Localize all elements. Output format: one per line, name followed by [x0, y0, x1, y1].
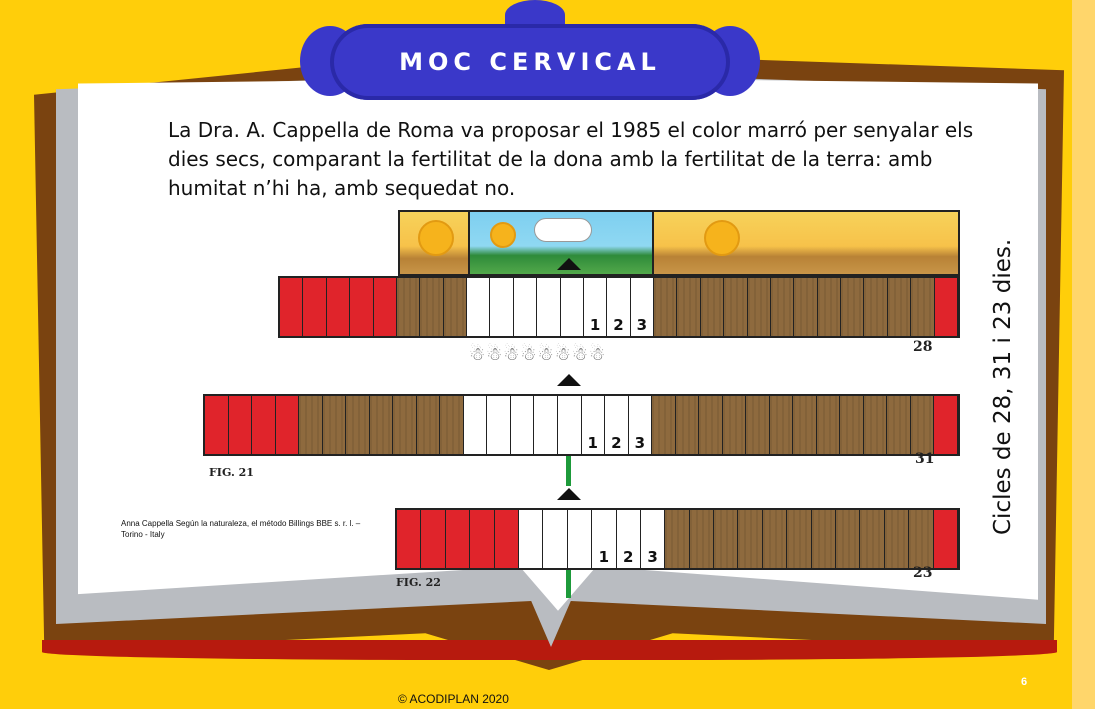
red-day-cell: [327, 278, 350, 336]
post-peak-day-number: 1: [598, 548, 610, 566]
brown-day-cell: [677, 278, 700, 336]
brown-day-cell: [911, 396, 935, 454]
post-peak-day-number: 2: [613, 316, 624, 334]
red-day-cell: [397, 510, 421, 568]
white-day-cell: [641, 510, 665, 568]
white-day-cell: [631, 278, 654, 336]
brown-day-cell: [397, 278, 420, 336]
cycle-bar-28: [278, 276, 960, 338]
brown-day-cell: [323, 396, 347, 454]
brown-day-cell: [299, 396, 323, 454]
white-day-cell: [511, 396, 535, 454]
brown-day-cell: [738, 510, 762, 568]
brown-day-cell: [444, 278, 467, 336]
red-day-cell: [280, 278, 303, 336]
brown-day-cell: [652, 396, 676, 454]
fig-22-label: FIG. 22: [396, 576, 441, 589]
brown-day-cell: [723, 396, 747, 454]
brown-day-cell: [724, 278, 747, 336]
brown-day-cell: [864, 278, 887, 336]
white-day-cell: [568, 510, 592, 568]
brown-day-cell: [860, 510, 884, 568]
white-day-cell: [584, 278, 607, 336]
brown-day-cell: [763, 510, 787, 568]
sun-icon: [418, 220, 454, 256]
peak-day-line: [566, 456, 571, 486]
cycle-bar-23: [395, 508, 960, 570]
white-day-cell: [629, 396, 653, 454]
peak-marker-icon: [557, 374, 581, 386]
cycles-side-caption: Cicles de 28, 31 i 23 dies.: [990, 238, 1016, 535]
post-peak-day-number: 2: [622, 548, 634, 566]
brown-day-cell: [417, 396, 441, 454]
brown-day-cell: [794, 278, 817, 336]
brown-day-cell: [888, 278, 911, 336]
peak-marker-icon: [557, 488, 581, 500]
red-day-cell: [421, 510, 445, 568]
post-peak-day-number: 1: [587, 434, 598, 452]
brown-day-cell: [787, 510, 811, 568]
intro-paragraph: La Dra. A. Cappella de Roma va proposar el 1985 el color marró per senyalar els dies secs, comparant la fertilitat de la dona amb la fertilitat de la terra: amb humitat n’hi ha, amb sequedat no.: [168, 118, 974, 200]
brown-day-cell: [840, 396, 864, 454]
cycle-length-label: 28: [913, 339, 933, 355]
red-day-cell: [252, 396, 276, 454]
red-day-cell: [446, 510, 470, 568]
copyright: © ACODIPLAN 2020: [398, 692, 509, 706]
white-day-cell: [464, 396, 488, 454]
peak-marker-icon: [557, 258, 581, 270]
dry-landscape-left: [398, 210, 470, 276]
white-day-cell: [607, 278, 630, 336]
brown-day-cell: [690, 510, 714, 568]
white-day-cell: [534, 396, 558, 454]
post-peak-day-number: 2: [611, 434, 622, 452]
brown-day-cell: [887, 396, 911, 454]
post-peak-day-number: 3: [634, 434, 646, 452]
brown-day-cell: [864, 396, 888, 454]
white-day-cell: [490, 278, 513, 336]
brown-day-cell: [836, 510, 860, 568]
brown-day-cell: [346, 396, 370, 454]
brown-day-cell: [440, 396, 464, 454]
white-day-cell: [543, 510, 567, 568]
brown-day-cell: [911, 278, 934, 336]
brown-day-cell: [746, 396, 770, 454]
fig-21-label: FIG. 21: [209, 466, 254, 479]
brown-day-cell: [370, 396, 394, 454]
cycle-bar-31: [203, 394, 960, 456]
sun-icon: [704, 220, 740, 256]
post-peak-day-number: 3: [636, 316, 648, 334]
brown-day-cell: [420, 278, 443, 336]
brown-day-cell: [793, 396, 817, 454]
brown-day-cell: [812, 510, 836, 568]
red-day-cell: [934, 396, 958, 454]
red-day-cell: [935, 278, 958, 336]
children-figures-icon: ☃☃☃☃☃☃☃☃: [469, 344, 607, 365]
brown-day-cell: [393, 396, 417, 454]
white-day-cell: [514, 278, 537, 336]
brown-day-cell: [885, 510, 909, 568]
red-day-cell: [303, 278, 326, 336]
brown-day-cell: [676, 396, 700, 454]
white-day-cell: [487, 396, 511, 454]
white-day-cell: [592, 510, 616, 568]
sun-icon: [490, 222, 516, 248]
red-day-cell: [374, 278, 397, 336]
red-day-cell: [470, 510, 494, 568]
white-day-cell: [561, 278, 584, 336]
cycle-figure: [195, 210, 975, 600]
white-day-cell: [519, 510, 543, 568]
page-title: MOC CERVICAL: [399, 48, 661, 76]
cycle-length-label: 31: [915, 451, 935, 467]
cloud-icon: [534, 218, 592, 242]
white-day-cell: [537, 278, 560, 336]
post-peak-day-number: 3: [647, 548, 658, 566]
brown-day-cell: [770, 396, 794, 454]
brown-day-cell: [817, 396, 841, 454]
brown-day-cell: [714, 510, 738, 568]
red-day-cell: [495, 510, 519, 568]
brown-day-cell: [654, 278, 677, 336]
brown-day-cell: [909, 510, 933, 568]
right-edge-strip: [1072, 0, 1095, 709]
post-peak-day-number: 1: [589, 316, 601, 334]
red-day-cell: [276, 396, 300, 454]
brown-day-cell: [748, 278, 771, 336]
red-day-cell: [350, 278, 373, 336]
white-day-cell: [467, 278, 490, 336]
brown-day-cell: [771, 278, 794, 336]
cycle-length-label: 23: [913, 565, 933, 581]
dry-landscape-right: [652, 210, 960, 276]
page-number: 6: [1021, 676, 1028, 688]
peak-day-line: [566, 570, 571, 598]
white-day-cell: [605, 396, 629, 454]
white-day-cell: [558, 396, 582, 454]
red-day-cell: [934, 510, 958, 568]
brown-day-cell: [818, 278, 841, 336]
red-day-cell: [205, 396, 229, 454]
red-day-cell: [229, 396, 253, 454]
brown-day-cell: [841, 278, 864, 336]
brown-day-cell: [699, 396, 723, 454]
image-credit: Anna Cappella Según la naturaleza, el método Billings BBE s. r. l. – Torino - Italy: [121, 519, 361, 539]
white-day-cell: [617, 510, 641, 568]
white-day-cell: [582, 396, 606, 454]
brown-day-cell: [701, 278, 724, 336]
brown-day-cell: [665, 510, 689, 568]
